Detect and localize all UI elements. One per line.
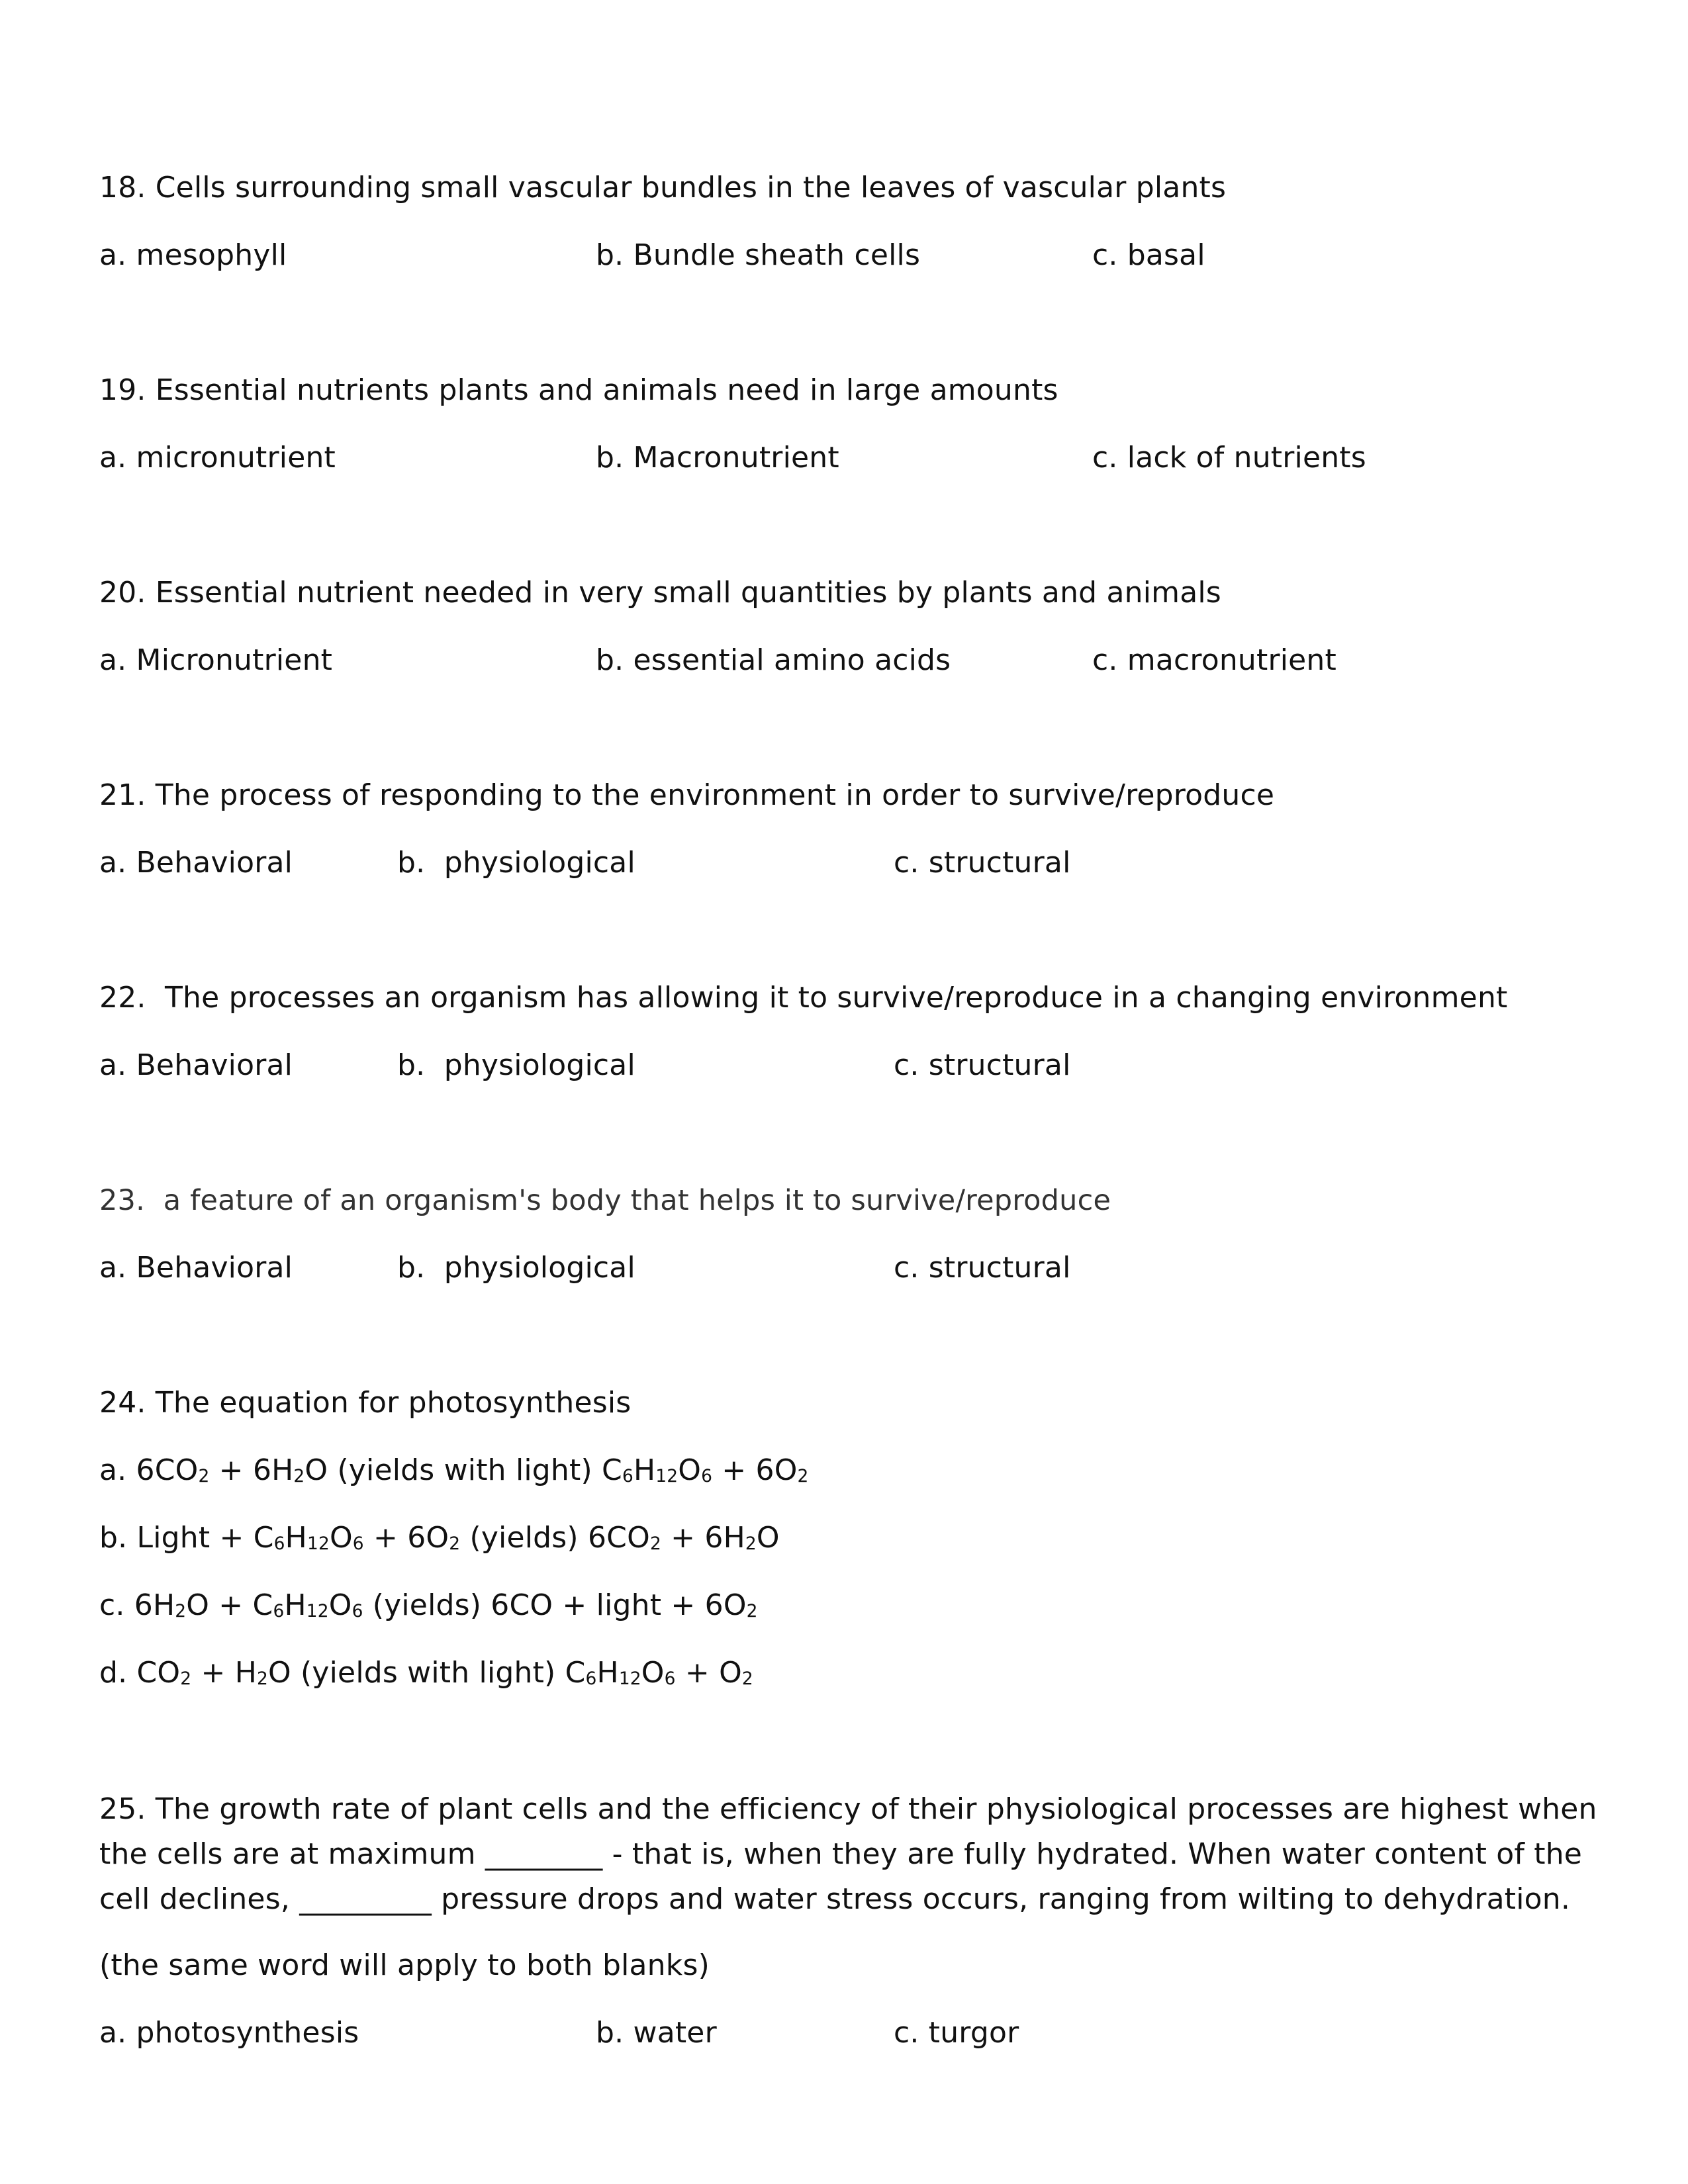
question-24-option-a: a. $6CO_2 + 6H_2O$ (yields with light) $C_6H_{12}O_6 + 6O_2$ xyxy=(99,1453,809,1487)
question-22-option-a: a. Behavioral xyxy=(99,1048,293,1082)
question-18-option-b: b. Bundle sheath cells xyxy=(596,238,921,272)
question-25-line-1: 25. The growth rate of plant cells and the efficiency of their physiological processes are highest when xyxy=(99,1792,1597,1826)
question-20-option-c: c. macronutrient xyxy=(1092,643,1336,677)
question-20-stem: 20. Essential nutrient needed in very small quantities by plants and animals xyxy=(99,576,1221,610)
question-18-stem: 18. Cells surrounding small vascular bundles in the leaves of vascular plants xyxy=(99,171,1227,205)
question-25-stem xyxy=(99,1787,1595,1922)
question-23-option-b: b. physiological xyxy=(397,1251,635,1285)
question-25-note: (the same word will apply to both blanks) xyxy=(99,1948,710,1982)
question-24-option-c: c. $6H_2O + C_6H_{12}O_6$ (yields) 6CO + light + $6O_2$ xyxy=(99,1588,758,1622)
question-25-option-b: b. water xyxy=(596,2016,717,2050)
question-19-stem: 19. Essential nutrients plants and animals need in large amounts xyxy=(99,373,1058,407)
question-22-stem: 22. The processes an organism has allowing it to survive/reproduce in a changing environment xyxy=(99,981,1508,1015)
question-25-line-2: the cells are at maximum ________ - that is, when they are fully hydrated. When water content of the xyxy=(99,1837,1583,1871)
question-20-option-a: a. Micronutrient xyxy=(99,643,333,677)
question-22-option-c: c. structural xyxy=(894,1048,1071,1082)
question-18-option-a: a. mesophyll xyxy=(99,238,287,272)
question-24-stem: 24. The equation for photosynthesis xyxy=(99,1386,632,1420)
question-22-option-b: b. physiological xyxy=(397,1048,635,1082)
question-21-option-c: c. structural xyxy=(894,846,1071,880)
question-25-line-3: cell declines, _________ pressure drops and water stress occurs, ranging from wilting to dehydration. xyxy=(99,1882,1571,1916)
question-23-option-a: a. Behavioral xyxy=(99,1251,293,1285)
question-19-option-a: a. micronutrient xyxy=(99,441,336,475)
question-21-option-b: b. physiological xyxy=(397,846,635,880)
question-23-option-c: c. structural xyxy=(894,1251,1071,1285)
question-21-option-a: a. Behavioral xyxy=(99,846,293,880)
question-20-option-b: b. essential amino acids xyxy=(596,643,951,677)
question-19-option-b: b. Macronutrient xyxy=(596,441,839,475)
question-25-option-a: a. photosynthesis xyxy=(99,2016,359,2050)
question-25-option-c: c. turgor xyxy=(894,2016,1019,2050)
question-19-option-c: c. lack of nutrients xyxy=(1092,441,1366,475)
question-23-stem: 23. a feature of an organism's body that helps it to survive/reproduce xyxy=(99,1184,1111,1217)
question-24-option-d: d. $CO_2 + H_2O$ (yields with light) $C_6H_{12}O_6 + O_2$ xyxy=(99,1656,753,1690)
question-18-option-c: c. basal xyxy=(1092,238,1205,272)
question-24-option-b: b. Light + $C_6H_{12}O_6 + 6O_2$ (yields) $6CO_2 + 6H_2O$ xyxy=(99,1521,780,1555)
question-21-stem: 21. The process of responding to the environment in order to survive/reproduce xyxy=(99,778,1275,812)
